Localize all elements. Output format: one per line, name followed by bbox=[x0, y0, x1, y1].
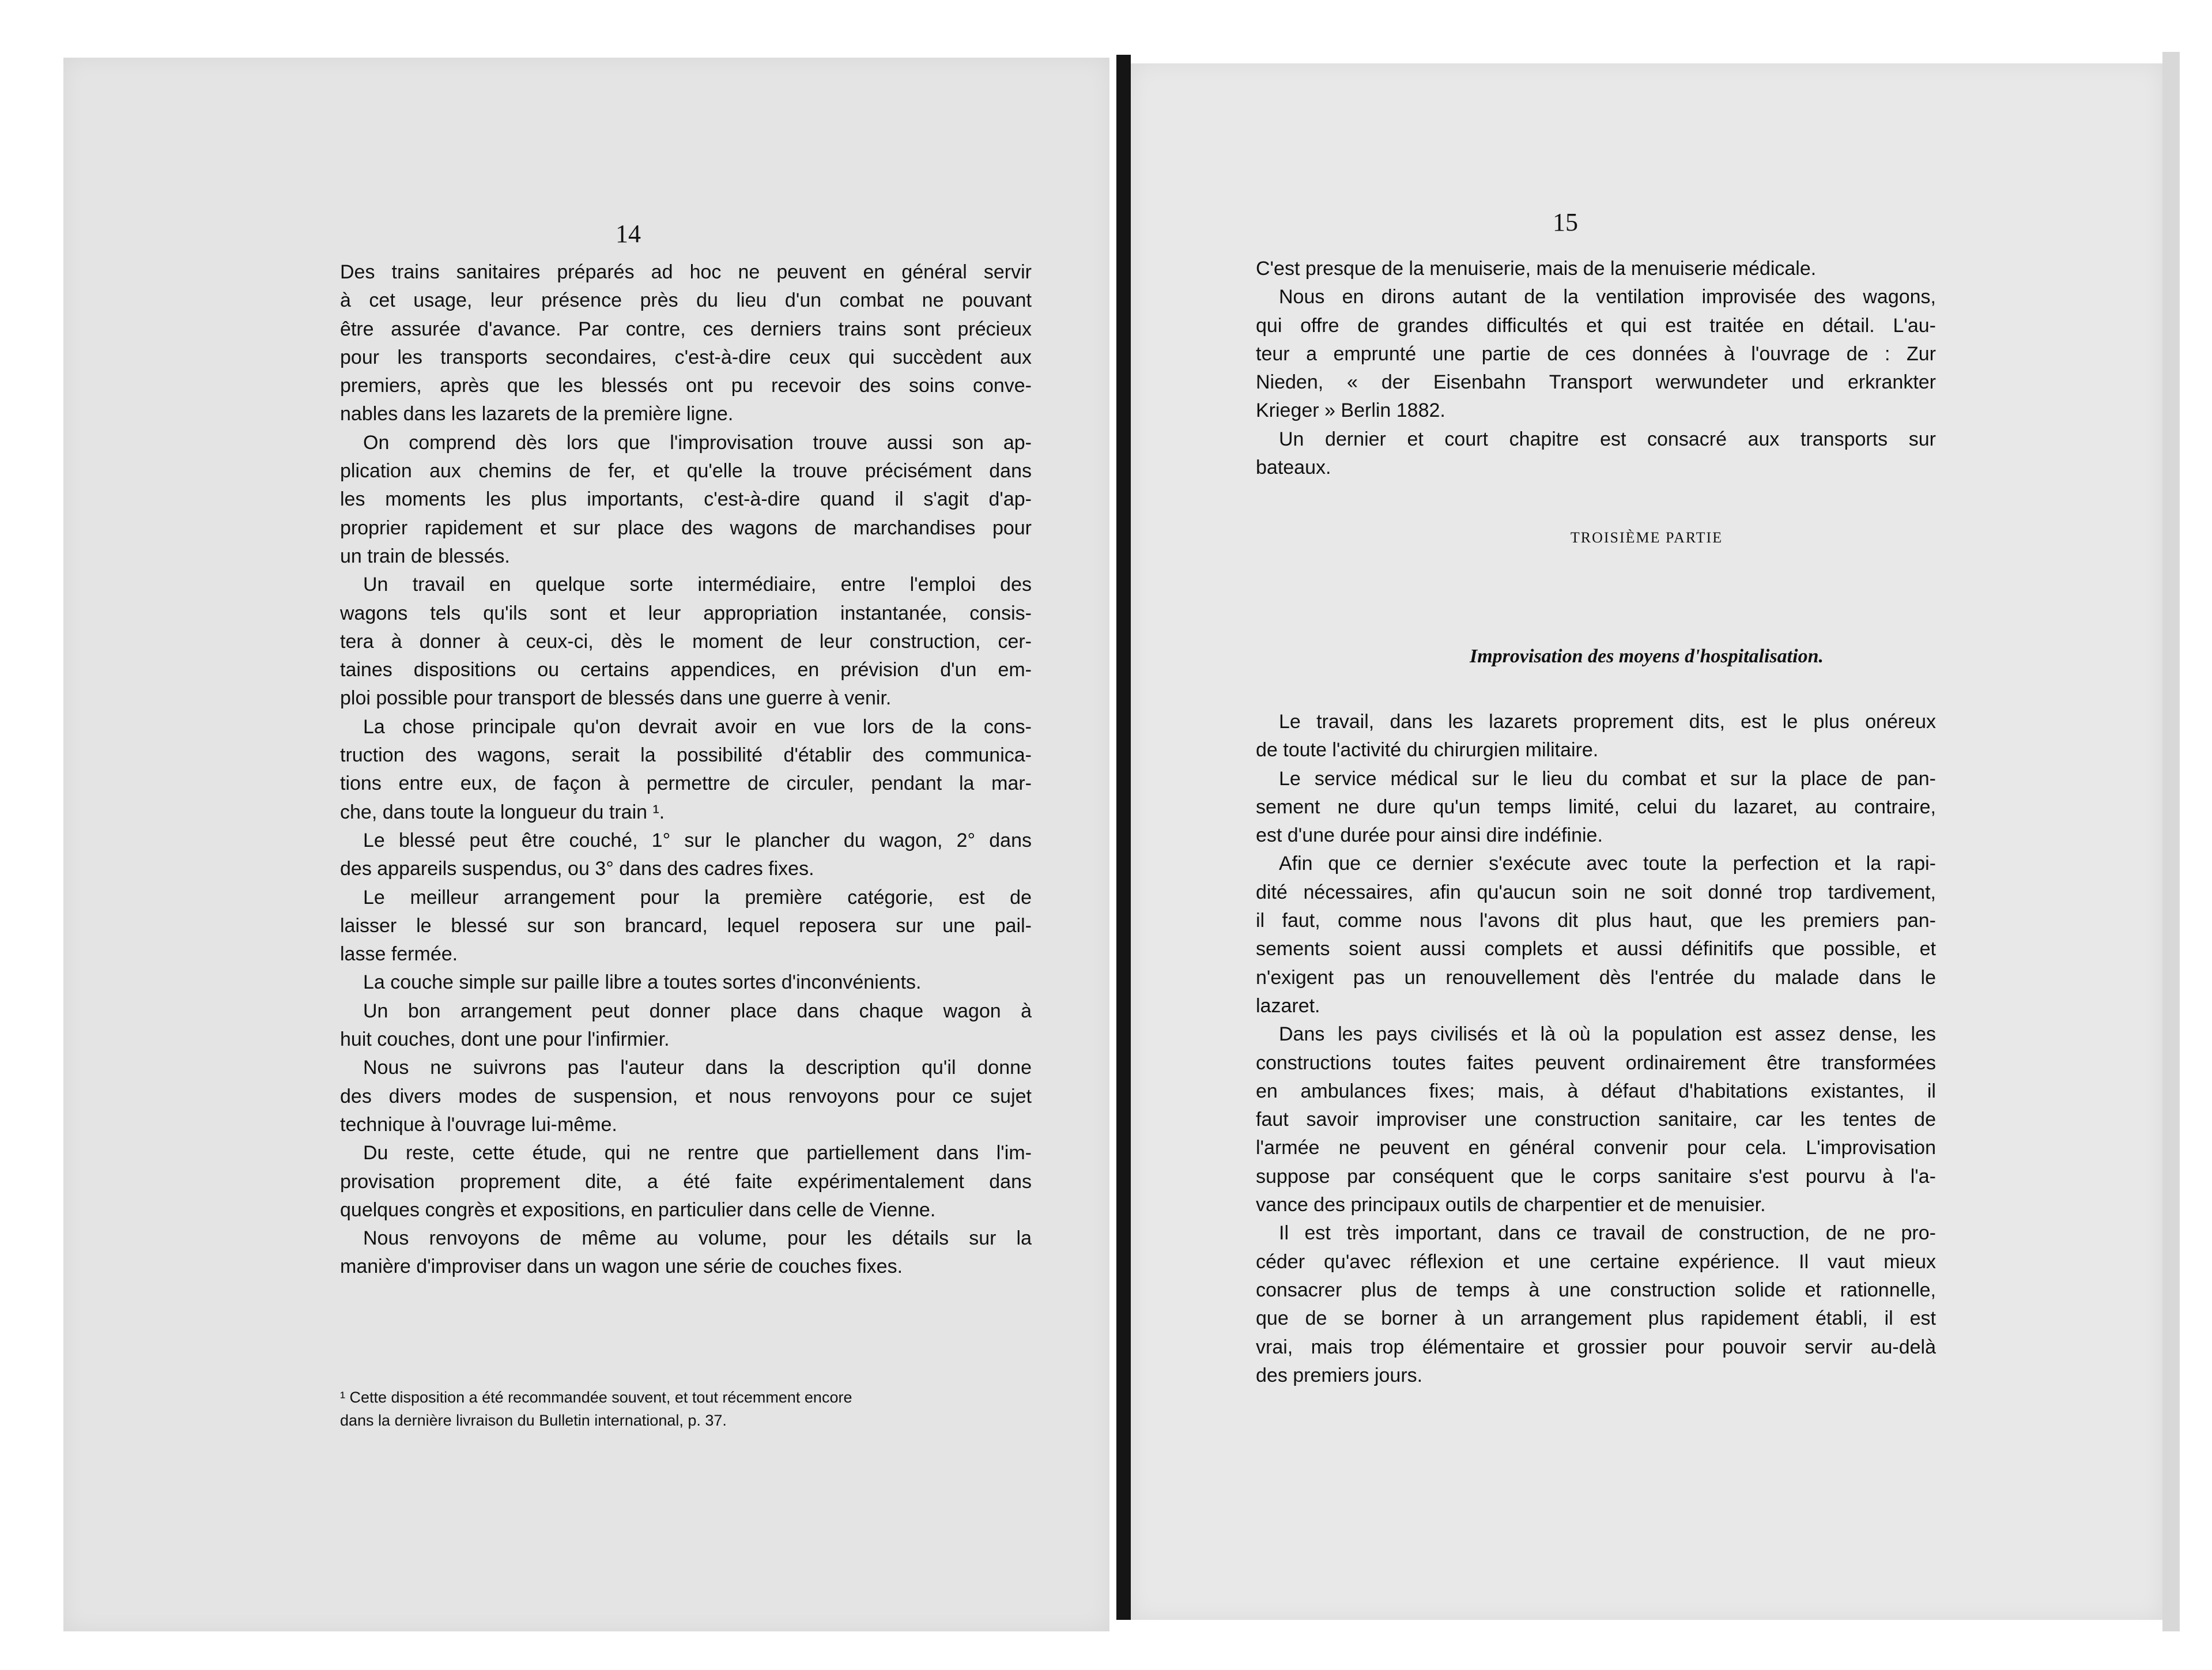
text-line: Un dernier et court chapitre est consacré aux transports sur bbox=[1279, 428, 1936, 450]
text-line: nables dans les lazarets de la première ligne. bbox=[340, 403, 734, 425]
page-number-right: 15 bbox=[1553, 208, 1578, 236]
page-number-left: 14 bbox=[616, 220, 641, 248]
text-line: tera à donner à ceux-ci, dès le moment de leur construction, cer- bbox=[340, 630, 1032, 653]
footnote-line: ¹ Cette disposition a été recommandée souvent, et tout récemment encore bbox=[340, 1389, 852, 1406]
text-line: des appareils suspendus, ou 3° dans des cadres fixes. bbox=[340, 858, 814, 880]
text-line: provisation proprement dite, a été faite expérimentalement dans bbox=[340, 1170, 1032, 1193]
text-line: vrai, mais trop élémentaire et grossier pour pouvoir servir au-delà bbox=[1256, 1336, 1936, 1358]
text-line: tions entre eux, de façon à permettre de circuler, pendant la mar- bbox=[340, 772, 1032, 795]
text-line: des divers modes de suspension, et nous renvoyons pour ce sujet bbox=[340, 1085, 1032, 1107]
next-page-edge bbox=[2162, 52, 2180, 1631]
text-line: laisser le blessé sur son brancard, lequel reposera sur une pail- bbox=[340, 914, 1032, 937]
text-line: bateaux. bbox=[1256, 457, 1331, 479]
text-line: wagons tels qu'ils sont et leur appropriation instantanée, consis- bbox=[340, 602, 1032, 624]
text-line: Nieden, « der Eisenbahn Transport werwundeter und erkrankter bbox=[1256, 371, 1936, 394]
text-line: n'exigent pas un renouvellement dès l'entrée du malade dans le bbox=[1256, 966, 1936, 989]
footnote bbox=[340, 1386, 1032, 1432]
text-line: Dans les pays civilisés et là où la population est assez dense, les bbox=[1279, 1023, 1936, 1046]
text-line: ploi possible pour transport de blessés dans une guerre à venir. bbox=[340, 687, 892, 710]
text-line: Du reste, cette étude, qui ne rentre que partiellement dans l'im- bbox=[363, 1142, 1032, 1164]
text-line: Le blessé peut être couché, 1° sur le plancher du wagon, 2° dans bbox=[363, 829, 1032, 851]
text-line: lasse fermée. bbox=[340, 943, 458, 966]
right-page bbox=[1131, 63, 2162, 1620]
section-title: TROISIÈME PARTIE bbox=[1570, 529, 1723, 546]
text-line: Le meilleur arrangement pour la première catégorie, est de bbox=[363, 886, 1032, 908]
text-line: est d'une durée pour ainsi dire indéfinie. bbox=[1256, 824, 1603, 847]
text-line: Afin que ce dernier s'exécute avec toute la perfection et la rapi- bbox=[1279, 853, 1936, 875]
text-line: les moments les plus importants, c'est-à-dire quand il s'agit d'ap- bbox=[340, 488, 1032, 511]
text-line: taines dispositions ou certains appendices, en prévision d'un em- bbox=[340, 659, 1032, 681]
text-line: plication aux chemins de fer, et qu'elle la trouve précisément dans bbox=[340, 460, 1032, 482]
text-line: pour les transports secondaires, c'est-à-dire ceux qui succèdent aux bbox=[340, 346, 1032, 368]
text-line: lazaret. bbox=[1256, 994, 1320, 1017]
text-line: C'est presque de la menuiserie, mais de la menuiserie médicale. bbox=[1256, 258, 1817, 280]
footnote-line: dans la dernière livraison du Bulletin international, p. 37. bbox=[340, 1412, 727, 1429]
text-line: constructions toutes faites peuvent ordinairement être transformées bbox=[1256, 1051, 1936, 1074]
text-line: La couche simple sur paille libre a toutes sortes d'inconvénients. bbox=[363, 971, 922, 994]
text-line: On comprend dès lors que l'improvisation trouve aussi son ap- bbox=[363, 431, 1032, 454]
text-line: faut savoir improviser une construction sanitaire, car les tentes de bbox=[1256, 1109, 1936, 1131]
text-line: Des trains sanitaires préparés ad hoc ne peuvent en général servir bbox=[340, 261, 1032, 283]
text-line: que de se borner à un arrangement plus rapidement établi, il est bbox=[1256, 1307, 1936, 1330]
text-line: manière d'improviser dans un wagon une série de couches fixes. bbox=[340, 1256, 903, 1278]
text-line: à cet usage, leur présence près du lieu d'un combat ne pouvant bbox=[340, 289, 1032, 312]
text-line: qui offre de grandes difficultés et qui est traitée en détail. L'au- bbox=[1256, 314, 1936, 337]
left-page bbox=[63, 58, 1109, 1631]
text-line: céder qu'avec réflexion et une certaine expérience. Il vaut mieux bbox=[1256, 1250, 1936, 1273]
text-line: suppose par conséquent que le corps sanitaire s'est pourvu à l'a- bbox=[1256, 1165, 1936, 1188]
text-line: technique à l'ouvrage lui-même. bbox=[340, 1113, 617, 1136]
text-line: Nous ne suivrons pas l'auteur dans la description qu'il donne bbox=[363, 1057, 1032, 1079]
text-line: Un bon arrangement peut donner place dans chaque wagon à bbox=[363, 1000, 1032, 1022]
text-line: Le travail, dans les lazarets proprement dits, est le plus onéreux bbox=[1279, 711, 1936, 733]
text-line: La chose principale qu'on devrait avoir en vue lors de la cons- bbox=[363, 715, 1032, 738]
text-line: en ambulances fixes; mais, à défaut d'habitations existantes, il bbox=[1256, 1080, 1936, 1102]
text-line: proprier rapidement et sur place des wagons de marchandises pour bbox=[340, 517, 1032, 539]
text-line: sements soient aussi complets et aussi définitifs que possible, et bbox=[1256, 938, 1936, 960]
right-lower-text bbox=[1256, 708, 1936, 1390]
text-line: Il est très important, dans ce travail de construction, de ne pro- bbox=[1279, 1222, 1936, 1245]
text-line: Krieger » Berlin 1882. bbox=[1256, 399, 1445, 422]
text-line: de toute l'activité du chirurgien militaire. bbox=[1256, 739, 1599, 762]
left-body-text bbox=[340, 258, 1032, 1281]
text-line: che, dans toute la longueur du train ¹. bbox=[340, 801, 665, 823]
text-line: des premiers jours. bbox=[1256, 1364, 1423, 1386]
text-line: être assurée d'avance. Par contre, ces derniers trains sont précieux bbox=[340, 318, 1032, 340]
text-line: consacrer plus de temps à une construction solide et rationnelle, bbox=[1256, 1279, 1936, 1301]
text-line: huit couches, dont une pour l'infirmier. bbox=[340, 1028, 670, 1051]
text-line: Nous renvoyons de même au volume, pour les détails sur la bbox=[363, 1227, 1032, 1250]
text-line: Nous en dirons autant de la ventilation improvisée des wagons, bbox=[1279, 286, 1936, 308]
text-line: un train de blessés. bbox=[340, 545, 510, 567]
text-line: premiers, après que les blessés ont pu recevoir des soins conve- bbox=[340, 375, 1032, 397]
text-line: quelques congrès et expositions, en particulier dans celle de Vienne. bbox=[340, 1198, 936, 1221]
text-line: teur a emprunté une partie de ces données à l'ouvrage de : Zur bbox=[1256, 342, 1936, 365]
book-gutter bbox=[1116, 55, 1131, 1620]
text-line: sement ne dure qu'un temps limité, celui du lazaret, au contraire, bbox=[1256, 796, 1936, 818]
right-upper-text bbox=[1256, 255, 1936, 482]
text-line: il faut, comme nous l'avons dit plus haut, que les premiers pan- bbox=[1256, 910, 1936, 932]
section-subtitle: Improvisation des moyens d'hospitalisation. bbox=[1470, 646, 1824, 667]
text-line: vance des principaux outils de charpentier et de menuisier. bbox=[1256, 1194, 1766, 1216]
text-line: Un travail en quelque sorte intermédiaire, entre l'emploi des bbox=[363, 574, 1032, 596]
text-line: dité nécessaires, afin qu'aucun soin ne soit donné trop tardivement, bbox=[1256, 881, 1936, 903]
text-line: Le service médical sur le lieu du combat et sur la place de pan- bbox=[1279, 767, 1936, 790]
text-line: l'armée ne peuvent en général convenir pour cela. L'improvisation bbox=[1256, 1137, 1936, 1159]
text-line: truction des wagons, serait la possibilité d'établir des communica- bbox=[340, 744, 1032, 767]
